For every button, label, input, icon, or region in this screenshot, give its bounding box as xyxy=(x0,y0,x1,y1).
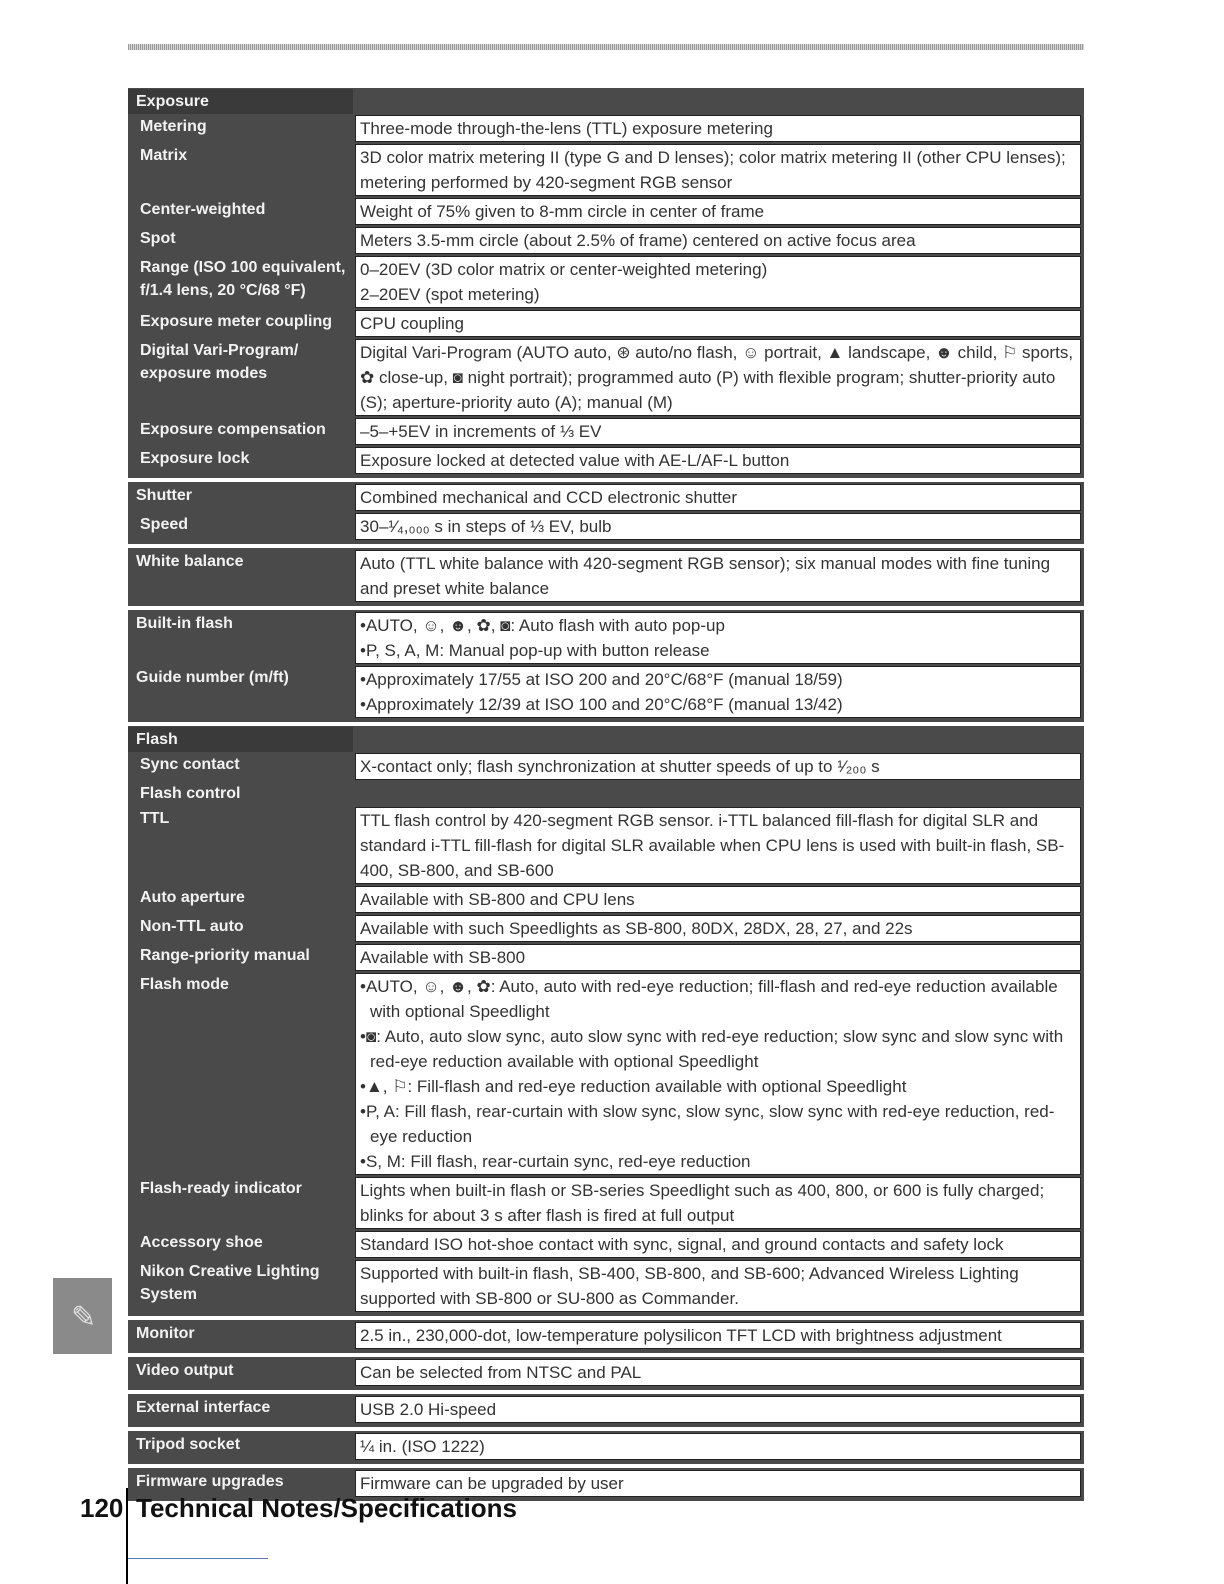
spec-list-item: • AUTO, ☺, ☻, ✿, ◙: Auto flash with auto pop-up xyxy=(360,613,1076,638)
spec-value: X-contact only; flash synchronization at shutter speeds of up to ¹⁄₂₀₀ s xyxy=(355,753,1081,780)
spec-value: Supported with built-in flash, SB-400, SB-800, and SB-600; Advanced Wireless Lighting supported with SB-800 or SU-800 as Commander. xyxy=(355,1260,1081,1312)
spec-section xyxy=(128,726,1084,1316)
footer-divider xyxy=(126,1488,128,1584)
spec-value: Available with SB-800 xyxy=(355,944,1081,971)
spec-label: Flash-ready indicator xyxy=(140,1180,302,1197)
spec-label: Range (ISO 100 equivalent, f/1.4 lens, 20 °C/68 °F) xyxy=(140,259,346,299)
spec-label: Metering xyxy=(140,118,207,135)
spec-value: Standard ISO hot-shoe contact with sync, signal, and ground contacts and safety lock xyxy=(355,1231,1081,1258)
spec-list-item: • S, M: Fill flash, rear-curtain sync, red-eye reduction xyxy=(360,1149,1076,1174)
spec-row xyxy=(128,338,1081,417)
spec-value: 2.5 in., 230,000-dot, low-temperature polysilicon TFT LCD with brightness adjustment xyxy=(355,1322,1081,1349)
spec-row xyxy=(128,1358,1081,1387)
footer-underline xyxy=(128,1558,268,1559)
spec-value xyxy=(355,728,1081,751)
section-title: Technical Notes/Specifications xyxy=(136,1492,517,1523)
spec-row xyxy=(128,1259,1081,1313)
spec-value: Lights when built-in flash or SB-series Speedlight such as 400, 800, or 600 is fully charged; blinks for about 3 s after flash is fired at full output xyxy=(355,1177,1081,1229)
spec-label: Video output xyxy=(136,1362,234,1379)
spec-list-item: • P, S, A, M: Manual pop-up with button release xyxy=(360,638,1076,663)
spec-value: Meters 3.5-mm circle (about 2.5% of frame) centered on active focus area xyxy=(355,227,1081,254)
spec-value xyxy=(355,612,1081,664)
spec-section xyxy=(128,610,1084,722)
spec-value xyxy=(355,782,1081,805)
spec-label: Speed xyxy=(140,516,189,533)
spec-label: Flash xyxy=(128,727,353,752)
spec-section xyxy=(128,1320,1084,1353)
spec-list-item: • Approximately 17/55 at ISO 200 and 20°C/68°F (manual 18/59) xyxy=(360,667,1076,692)
spec-label: Exposure compensation xyxy=(140,421,326,438)
spec-value: Three-mode through-the-lens (TTL) exposure metering xyxy=(355,115,1081,142)
spec-row xyxy=(128,972,1081,1176)
spec-label: Matrix xyxy=(140,147,188,164)
spec-row xyxy=(128,1321,1081,1350)
spec-row xyxy=(128,781,1081,806)
spec-value: 0–20EV (3D color matrix or center-weighted metering) 2–20EV (spot metering) xyxy=(355,256,1081,308)
spec-label: Accessory shoe xyxy=(140,1234,263,1251)
spec-section xyxy=(128,482,1084,544)
spec-section xyxy=(128,1394,1084,1427)
spec-label: White balance xyxy=(136,553,244,570)
spec-row xyxy=(128,1176,1081,1230)
spec-list-item: • AUTO, ☺, ☻, ✿: Auto, auto with red-eye reduction; fill-flash and red-eye reduction available with optional Speedlight xyxy=(360,974,1076,1024)
spec-row xyxy=(128,483,1081,512)
spec-row xyxy=(128,226,1081,255)
spec-row xyxy=(128,512,1081,541)
spec-row xyxy=(128,1432,1081,1461)
spec-value: Available with SB-800 and CPU lens xyxy=(355,886,1081,913)
spec-label: Monitor xyxy=(136,1325,195,1342)
spec-value: Firmware can be upgraded by user xyxy=(355,1470,1081,1497)
spec-label: Tripod socket xyxy=(136,1436,241,1453)
spec-label: TTL xyxy=(140,810,170,827)
spec-label: Non-TTL auto xyxy=(140,918,244,935)
spec-value: Exposure locked at detected value with AE-L/AF-L button xyxy=(355,447,1081,474)
spec-row xyxy=(128,309,1081,338)
spec-section xyxy=(128,88,1084,478)
spec-section xyxy=(128,1357,1084,1390)
spec-row xyxy=(128,1230,1081,1259)
spec-value: Available with such Speedlights as SB-800, 80DX, 28DX, 28, 27, and 22s xyxy=(355,915,1081,942)
spec-row xyxy=(128,114,1081,143)
spec-list-item: • ▲, ⚐: Fill-flash and red-eye reduction available with optional Speedlight xyxy=(360,1074,1076,1099)
spec-label: Guide number (m/ft) xyxy=(136,669,289,686)
spec-value: ¼ in. (ISO 1222) xyxy=(355,1433,1081,1460)
spec-row xyxy=(128,806,1081,885)
spec-label: Exposure xyxy=(128,89,353,114)
spec-row xyxy=(128,727,1081,752)
page-number: 120 xyxy=(80,1492,124,1523)
spec-row xyxy=(128,446,1081,475)
side-tab xyxy=(53,1278,112,1354)
spec-section xyxy=(128,1431,1084,1464)
spec-label: Built-in flash xyxy=(136,615,233,632)
spec-list-item: • P, A: Fill flash, rear-curtain with slow sync, slow sync, slow sync with red-eye reduction, red-eye reduction xyxy=(360,1099,1076,1149)
spec-value: Auto (TTL white balance with 420-segment RGB sensor); six manual modes with fine tuning and preset white balance xyxy=(355,550,1081,602)
spec-value: 30–¹⁄₄,₀₀₀ s in steps of ⅓ EV, bulb xyxy=(355,513,1081,540)
spec-label: Exposure meter coupling xyxy=(140,313,333,330)
spec-row xyxy=(128,197,1081,226)
spec-label: Spot xyxy=(140,230,176,247)
wrench-icon: ✎ xyxy=(71,1301,97,1334)
spec-row xyxy=(128,1395,1081,1424)
spec-row xyxy=(128,143,1081,197)
spec-label: Range-priority manual xyxy=(140,947,310,964)
spec-value: TTL flash control by 420-segment RGB sensor. i-TTL balanced fill-flash for digital SLR and standard i-TTL fill-flash for digital SLR available when CPU lens is used with built-in flash, SB-400, SB-800, and SB-600 xyxy=(355,807,1081,884)
spec-row xyxy=(128,885,1081,914)
page-footer xyxy=(80,1488,517,1528)
spec-list-item: • Approximately 12/39 at ISO 100 and 20°C/68°F (manual 13/42) xyxy=(360,692,1076,717)
spec-value: Digital Vari-Program (AUTO auto, ⊛ auto/no flash, ☺ portrait, ▲ landscape, ☻ child, ⚐ sports, ✿ close-up, ◙ night portrait); programmed auto (P) with flexible program; shutter-priority auto (S); aperture-priority auto (A); manual (M) xyxy=(355,339,1081,416)
spec-value xyxy=(355,90,1081,113)
spec-label: Sync contact xyxy=(140,756,240,773)
spec-row xyxy=(128,417,1081,446)
spec-row xyxy=(128,611,1081,665)
spec-row xyxy=(128,665,1081,719)
spec-value xyxy=(355,666,1081,718)
spec-label: Digital Vari-Program/ exposure modes xyxy=(140,342,299,382)
spec-label: Nikon Creative Lighting System xyxy=(140,1263,320,1303)
spec-label: Firmware upgrades xyxy=(136,1473,284,1490)
spec-section xyxy=(128,548,1084,606)
spec-value: CPU coupling xyxy=(355,310,1081,337)
spec-row xyxy=(128,89,1081,114)
spec-label: Shutter xyxy=(136,487,192,504)
spec-label: Flash control xyxy=(140,785,241,802)
spec-value: USB 2.0 Hi-speed xyxy=(355,1396,1081,1423)
spec-row xyxy=(128,914,1081,943)
spec-row xyxy=(128,943,1081,972)
spec-row xyxy=(128,549,1081,603)
spec-value xyxy=(355,973,1081,1175)
spec-label: Exposure lock xyxy=(140,450,250,467)
spec-value: 3D color matrix metering II (type G and D lenses); color matrix metering II (other CPU lenses); metering performed by 420-segment RGB sensor xyxy=(355,144,1081,196)
spec-value: Combined mechanical and CCD electronic shutter xyxy=(355,484,1081,511)
spec-label: Auto aperture xyxy=(140,889,245,906)
spec-table xyxy=(128,88,1084,1505)
spec-row xyxy=(128,255,1081,309)
spec-value: Can be selected from NTSC and PAL xyxy=(355,1359,1081,1386)
spec-label: External interface xyxy=(136,1399,271,1416)
spec-label: Center-weighted xyxy=(140,201,266,218)
spec-value: –5–+5EV in increments of ⅓ EV xyxy=(355,418,1081,445)
spec-label: Flash mode xyxy=(140,976,229,993)
spec-row xyxy=(128,752,1081,781)
top-rule xyxy=(128,44,1084,50)
spec-list-item: • ◙: Auto, auto slow sync, auto slow sync with red-eye reduction; slow sync and slow sync with red-eye reduction available with optional Speedlight xyxy=(360,1024,1076,1074)
spec-value: Weight of 75% given to 8-mm circle in center of frame xyxy=(355,198,1081,225)
